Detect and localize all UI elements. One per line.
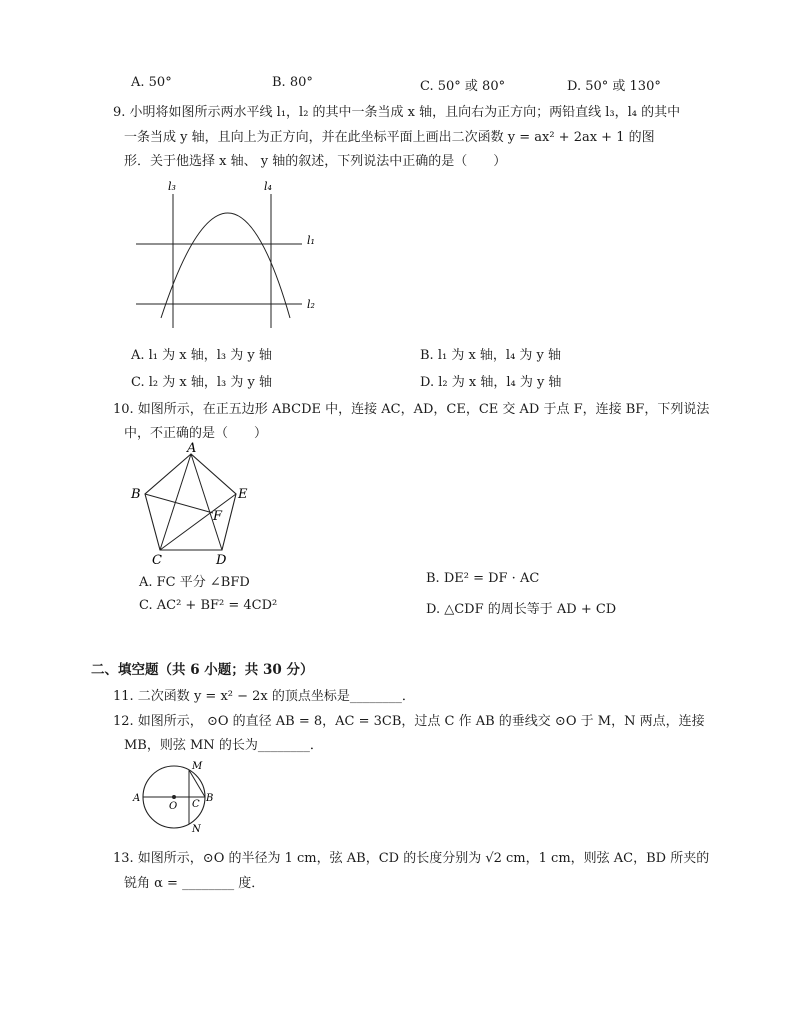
segment-bf — [145, 494, 213, 513]
label-l3: l₃ — [168, 180, 176, 193]
q12-text-line2: MB，则弦 MN 的长为________． — [124, 738, 323, 753]
label-l4: l₄ — [264, 180, 272, 193]
label-b: B — [206, 793, 214, 804]
label-o: O — [169, 801, 178, 812]
q10-option-c: C. AC² + BF² = 4CD² — [139, 598, 278, 613]
segment-mb — [189, 770, 205, 797]
q13-text-line2: 锐角 α = ________ 度． — [124, 876, 265, 891]
q10-text-line2: 中，不正确的是（ ） — [124, 426, 268, 441]
q8-option-d: D. 50° 或 130° — [567, 79, 661, 94]
segment-ac — [160, 454, 191, 550]
label-l2: l₂ — [307, 298, 315, 311]
q12-circle-figure — [132, 756, 222, 836]
q11-text: 11. 二次函数 y = x² − 2x 的顶点坐标是________． — [113, 689, 415, 704]
label-c: C — [152, 553, 162, 567]
q13-text-line1: 13. 如图所示，⊙O 的半径为 1 cm，弦 AB，CD 的长度分别为 √2 cm，1 cm，则弦 AC，BD 所夹的 — [113, 851, 710, 866]
q10-option-a: A. FC 平分 ∠BFD — [139, 575, 250, 590]
q8-option-a: A. 50° — [131, 75, 172, 90]
q9-option-c: C. l₂ 为 x 轴，l₃ 为 y 轴 — [131, 375, 272, 390]
section-title-fill-in: 二、填空题（共 6 小题；共 30 分） — [91, 662, 314, 678]
q8-option-b: B. 80° — [272, 75, 313, 90]
label-b: B — [131, 487, 141, 502]
label-f: F — [213, 509, 223, 524]
label-a: A — [187, 442, 197, 456]
label-m: M — [192, 761, 203, 772]
q10-option-d: D. △CDF 的周长等于 AD + CD — [426, 602, 617, 617]
label-d: D — [216, 553, 227, 567]
q9-option-b: B. l₁ 为 x 轴，l₄ 为 y 轴 — [420, 348, 562, 363]
q10-pentagon-figure — [128, 442, 258, 567]
label-l1: l₁ — [307, 234, 315, 247]
q9-text-line1: 9. 小明将如图所示两水平线 l₁，l₂ 的其中一条当成 x 轴，且向右为正方向；两铅直线 l₃，l₄ 的其中 — [113, 105, 681, 120]
center-dot — [172, 795, 176, 799]
q9-option-a: A. l₁ 为 x 轴，l₃ 为 y 轴 — [131, 348, 272, 363]
q10-option-b: B. DE² = DF · AC — [426, 571, 540, 586]
label-n: N — [192, 824, 201, 835]
label-a: A — [133, 793, 141, 804]
pentagon — [145, 454, 236, 550]
q9-text-line2: 一条当成 y 轴，且向上为正方向，并在此坐标平面上画出二次函数 y = ax² + 2ax + 1 的图 — [124, 130, 655, 145]
q9-option-d: D. l₂ 为 x 轴，l₄ 为 y 轴 — [420, 375, 562, 390]
label-e: E — [238, 487, 248, 502]
q8-option-c: C. 50° 或 80° — [420, 79, 506, 94]
q12-text-line1: 12. 如图所示， ⊙O 的直径 AB = 8，AC = 3CB，过点 C 作 AB 的垂线交 ⊙O 于 M，N 两点，连接 — [113, 714, 705, 729]
q9-text-line3: 形．关于他选择 x 轴、 y 轴的叙述，下列说法中正确的是（ ） — [124, 154, 507, 169]
q10-text-line1: 10. 如图所示，在正五边形 ABCDE 中，连接 AC，AD，CE，CE 交 AD 于点 F，连接 BF，下列说法 — [113, 402, 710, 417]
label-c: C — [192, 799, 200, 810]
q9-figure — [130, 178, 330, 333]
